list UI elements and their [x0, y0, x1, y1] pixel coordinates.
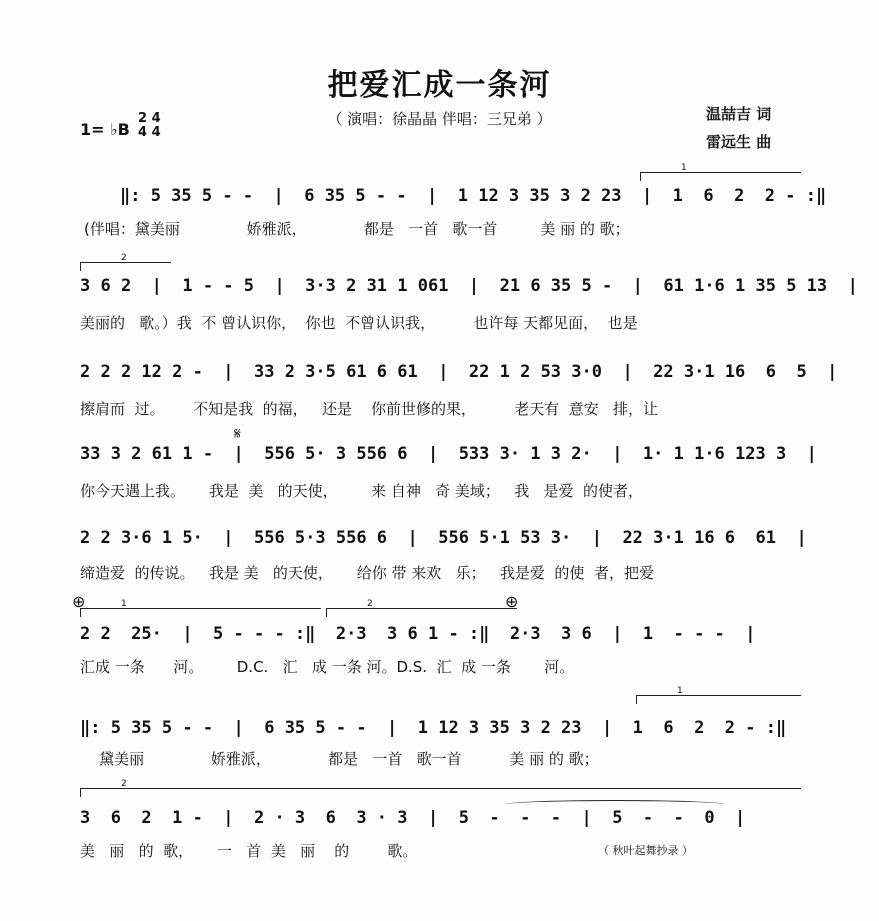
notation-row-5: 2 2 3·6 1 5· | 556 5·3 556 6 | 556 5·1 53 3· | 22 3·1 16 6 61 | [80, 528, 807, 548]
meter-bottom: 4 4 [138, 125, 161, 140]
volta-bracket-2c: 2 [80, 788, 801, 797]
volta-bracket-2b: 2 [326, 608, 517, 617]
volta-bracket-1b: 1 [80, 608, 321, 617]
lyrics-row-7: 黛美丽 娇雅派， 都是 一首 歌一首 美 丽 的 歌； [80, 750, 599, 768]
transcriber-credit: （ 秋叶起舞抄录 ） [598, 844, 693, 857]
time-signature [138, 112, 161, 140]
lyrics-row-4: 你今天遇上我。 我是 美 的天使， 来 自神 奇 美域； 我 是爱 的使者， [80, 482, 644, 500]
lyrics-row-6: 汇成 一条 河。 D.C. 汇 成 一条 河。D.S. 汇 成 一条 河。 [80, 658, 575, 676]
notation-row-7: ‖: 5 35 5 - - | 6 35 5 - - | 1 12 3 35 3 2 23 | 1 6 2 2 - :‖ [80, 718, 787, 738]
notation-row-2: 3 6 2 | 1 - - 5 | 3·3 2 31 1 061 | 21 6 35 5 - | 61 1·6 1 35 5 13 | [80, 276, 858, 296]
lyrics-row-1: (伴唱：黛美丽 娇雅派， 都是 一首 歌一首 美 丽 的 歌； [84, 220, 630, 238]
segno-icon: 𝄋 [234, 424, 241, 443]
performers: （ 演唱：徐晶晶 伴唱：三兄弟 ） [327, 110, 552, 128]
volta-bracket-1: 1 [640, 172, 801, 181]
lyrics-row-8: 美 丽 的 歌， 一 首 美 丽 的 歌。 [80, 842, 418, 860]
volta-bracket-2: 2 [80, 262, 171, 271]
meter-top: 2 4 [138, 111, 161, 126]
lyrics-row-2: 美丽的 歌。）我 不 曾认识你， 你也 不曾认识我， 也许每 天都见面， 也是 [80, 314, 638, 332]
volta-bracket-1c: 1 [636, 695, 801, 704]
song-title: 把爱汇成一条河 [327, 68, 552, 103]
lyrics-row-5: 缔造爱 的传说。 我是 美 的天使， 给你 带 来欢 乐； 我是爱 的使 者，把爱 [80, 564, 654, 582]
key-signature: 1= ♭B [80, 120, 130, 139]
composer: 雷远生 曲 [706, 133, 772, 151]
notation-row-8: 3 6 2 1 - | 2 · 3 6 3 · 3 | 5 - - - | 5 - - 0 | [80, 808, 746, 828]
notation-row-6: 2 2 25· | 5 - - - :‖ 2·3 3 6 1 - :‖ 2·3 3 6 | 1 - - - | [80, 624, 756, 644]
coda-icon: ⊕ [72, 592, 86, 611]
coda-icon-2: ⊕ [505, 592, 519, 611]
notation-row-1: ‖: 5 35 5 - - | 6 35 5 - - | 1 12 3 35 3 2 23 | 1 6 2 2 - :‖ [120, 186, 827, 206]
lyrics-row-3: 擦肩而 过。 不知是我 的福， 还是 你前世修的果， 老天有 意安 排，让 [80, 400, 659, 418]
notation-row-3: 2 2 2 12 2 - | 33 2 3·5 61 6 61 | 22 1 2 53 3·0 | 22 3·1 16 6 5 | [80, 362, 838, 382]
lyricist: 温喆吉 词 [706, 105, 772, 123]
notation-row-4: 33 3 2 61 1 - | 556 5· 3 556 6 | 533 3· 1 3 2· | 1· 1 1·6 123 3 | [80, 444, 817, 464]
